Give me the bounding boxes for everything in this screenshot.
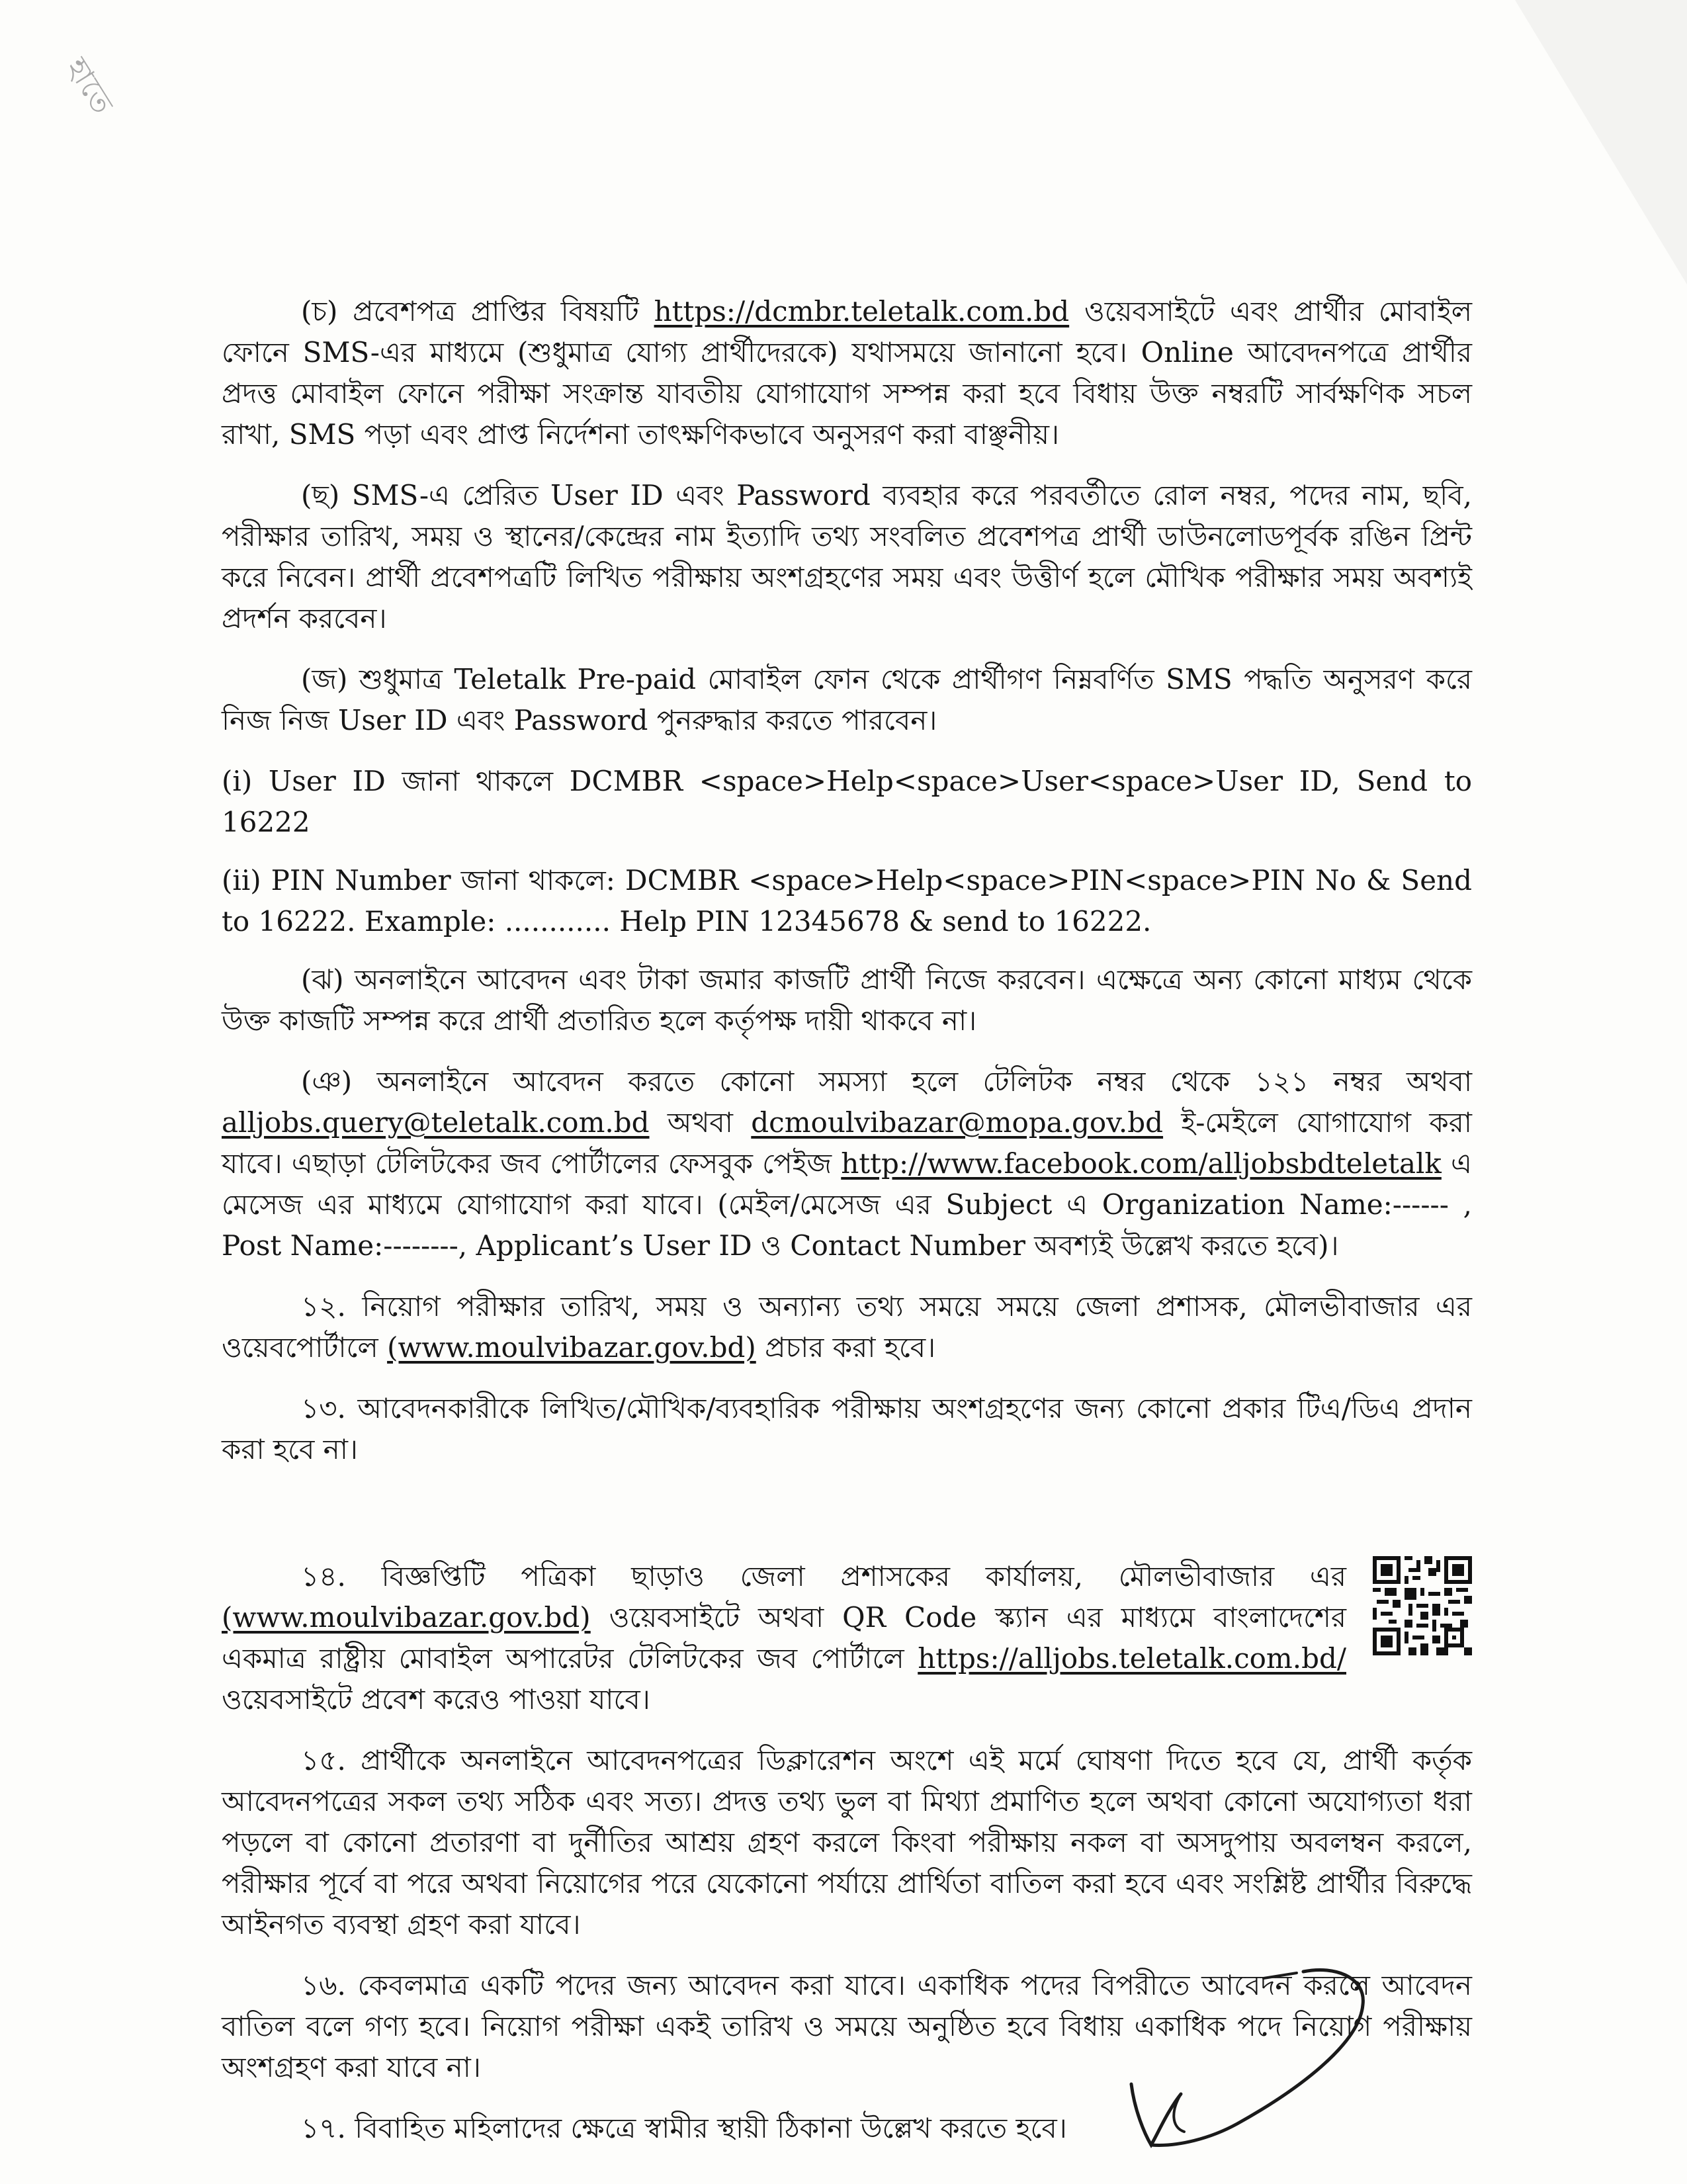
page-fold-corner [1515, 0, 1687, 284]
dcmbr-link[interactable]: https://dcmbr.teletalk.com.bd [654, 295, 1070, 328]
paragraph-yo-part1: (ঞ) অনলাইনে আবেদন করতে কোনো সমস্যা হলে টেলিটক নম্বর থেকে ১২১ নম্বর অথবা [301, 1065, 1472, 1098]
paragraph-j: (জ) শুধুমাত্র Teletalk Pre-paid মোবাইল ফোন থেকে প্রার্থীগণ নিম্নবর্ণিত SMS পদ্ধতি অনুসরণ করে নিজ নিজ User ID এবং Password পুনরুদ্ধার করতে পারবেন। [222, 663, 1472, 736]
document-body [222, 291, 1472, 2169]
paragraph-ch [222, 291, 1472, 455]
paragraph-ch-text: ওয়েবসাইটে এবং প্রার্থীর মোবাইল ফোনে SMS-এর মাধ্যমে (শুধুমাত্র যোগ্য প্রার্থীদেরকে) যথাসময়ে জানানো হবে। Online আবেদনপত্রে প্রার্থীর প্রদত্ত মোবাইল ফোনে পরীক্ষা সংক্রান্ত যাবতীয় যোগাযোগ সম্পন্ন করা হবে বিধায় উক্ত নম্বরটি সার্বক্ষণিক সচল রাখা, SMS পড়া এবং প্রাপ্ত নির্দেশনা তাৎক্ষণিকভাবে অনুসরণ করা বাঞ্ছনীয়। [222, 295, 1472, 451]
paragraph-sms-pin: (ii) PIN Number জানা থাকলে: DCMBR <space>Help<space>PIN<space>PIN No & Send to 16222. Example: ............ Help PIN 12345678 & send to 16222. [222, 864, 1472, 938]
signature-icon [1098, 1958, 1376, 2157]
paragraph-yo [222, 1061, 1472, 1266]
moulvibazar-portal-link[interactable]: (www.moulvibazar.gov.bd) [387, 1331, 756, 1364]
dc-moulvibazar-email-link[interactable]: dcmoulvibazar@mopa.gov.bd [751, 1106, 1164, 1139]
paragraph-16: ১৬. কেবলমাত্র একটি পদের জন্য আবেদন করা যাবে। একাধিক পদের বিপরীতে আবেদন করলে আবেদন বাতিল বলে গণ্য হবে। নিয়োগ পরীক্ষা একই তারিখ ও সময়ে অনুষ্ঠিত হবে বিধায় একাধিক পদে নিয়োগ পরীক্ষায় অংশগ্রহণ করা যাবে না। [222, 1969, 1472, 2083]
paragraph-14-block [222, 1556, 1472, 1720]
paragraph-yo-part2: অথবা [649, 1106, 752, 1139]
paragraph-12-part1: ১২. নিয়োগ পরীক্ষার তারিখ, সময় ও অন্যান্য তথ্য সময়ে সময়ে জেলা প্রশাসক, মৌলভীবাজার এর ওয়েবপোর্টালে [222, 1290, 1472, 1364]
pencil-annotation: হাতে [60, 52, 120, 121]
paragraph-14-part3: ওয়েবসাইটে প্রবেশ করেও পাওয়া যাবে। [222, 1683, 650, 1716]
moulvibazar-website-link[interactable]: (www.moulvibazar.gov.bd) [222, 1601, 591, 1634]
paragraph-17: ১৭. বিবাহিত মহিলাদের ক্ষেত্রে স্বামীর স্থায়ী ঠিকানা উল্লেখ করতে হবে। [301, 2112, 1067, 2144]
paragraph-yo-part3: ই-মেইলে যোগাযোগ করা যাবে। এছাড়া টেলিটকের জব পোর্টালের ফেসবুক পেইজ [222, 1106, 1472, 1180]
alljobs-teletalk-link[interactable]: https://alljobs.teletalk.com.bd/ [918, 1642, 1346, 1675]
paragraph-chh: (ছ) SMS-এ প্রেরিত User ID এবং Password ব্যবহার করে পরবর্তীতে রোল নম্বর, পদের নাম, ছবি, পরীক্ষার তারিখ, সময় ও স্থানের/কেন্দ্রের নাম ইত্যাদি তথ্য সংবলিত প্রবেশপত্র প্রার্থী ডাউনলোডপূর্বক রঙিন প্রিন্ট করে নিবেন। প্রার্থী প্রবেশপত্রটি লিখিত পরীক্ষায় অংশগ্রহণের সময় এবং উত্তীর্ণ হলে মৌখিক পরীক্ষার সময় অবশ্যই প্রদর্শন করবেন। [222, 479, 1472, 634]
paragraph-15: ১৫. প্রার্থীকে অনলাইনে আবেদনপত্রের ডিক্লারেশন অংশে এই মর্মে ঘোষণা দিতে হবে যে, প্রার্থী কর্তৃক আবেদনপত্রের সকল তথ্য সঠিক এবং সত্য। প্রদত্ত তথ্য ভুল বা মিথ্যা প্রমাণিত হলে অথবা কোনো অযোগ্যতা ধরা পড়লে বা কোনো প্রতারণা বা দুর্নীতির আশ্রয় গ্রহণ করলে কিংবা পরীক্ষায় নকল বা অসদুপায় অবলম্বন করলে, পরীক্ষার পূর্বে বা পরে অথবা নিয়োগের পরে যেকোনো পর্যায়ে প্রার্থিতা বাতিল করা হবে এবং সংশ্লিষ্ট প্রার্থীর বিরুদ্ধে আইনগত ব্যবস্থা গ্রহণ করা যাবে। [222, 1744, 1472, 1941]
paragraph-sms-user-id: (i) User ID জানা থাকলে DCMBR <space>Help<space>User<space>User ID, Send to 16222 [222, 765, 1472, 838]
paragraph-13: ১৩. আবেদনকারীকে লিখিত/মৌখিক/ব্যবহারিক পরীক্ষায় অংশগ্রহণের জন্য কোনো প্রকার টিএ/ডিএ প্রদান করা হবে না। [222, 1392, 1472, 1465]
paragraph-14-part2: ওয়েবসাইটে অথবা QR Code স্ক্যান এর মাধ্যমে বাংলাদেশের একমাত্র রাষ্ট্রীয় মোবাইল অপারেটর টেলিটকের জব পোর্টালে [222, 1601, 1346, 1675]
qr-code-icon[interactable] [1373, 1556, 1472, 1655]
paragraph-14 [222, 1556, 1346, 1720]
alljobs-query-email-link[interactable]: alljobs.query@teletalk.com.bd [222, 1106, 650, 1139]
paragraph-jh: (ঝ) অনলাইনে আবেদন এবং টাকা জমার কাজটি প্রার্থী নিজে করবেন। এক্ষেত্রে অন্য কোনো মাধ্যম থেকে উক্ত কাজটি সম্পন্ন করে প্রার্থী প্রতারিত হলে কর্তৃপক্ষ দায়ী থাকবে না। [222, 963, 1472, 1037]
spacer [222, 1490, 1472, 1556]
paragraph-ch-prefix: (চ) প্রবেশপত্র প্রাপ্তির বিষয়টি [301, 295, 654, 328]
paragraph-yo-part4: এ মেসেজ এর মাধ্যমে যোগাযোগ করা যাবে। (মেইল/মেসেজ এর Subject এ Organization Name:------ , Post Name:--------, Applicant’s User ID ও Contact Number অবশ্যই উল্লেখ করতে হবে)। [222, 1147, 1472, 1262]
paragraph-14-part1: ১৪. বিজ্ঞপ্তিটি পত্রিকা ছাড়াও জেলা প্রশাসকের কার্যালয়, মৌলভীবাজার এর [301, 1560, 1346, 1593]
paragraph-12 [222, 1286, 1472, 1368]
facebook-page-link[interactable]: http://www.facebook.com/alljobsbdteletalk [841, 1147, 1442, 1180]
paragraph-12-part2: প্রচার করা হবে। [756, 1331, 936, 1364]
